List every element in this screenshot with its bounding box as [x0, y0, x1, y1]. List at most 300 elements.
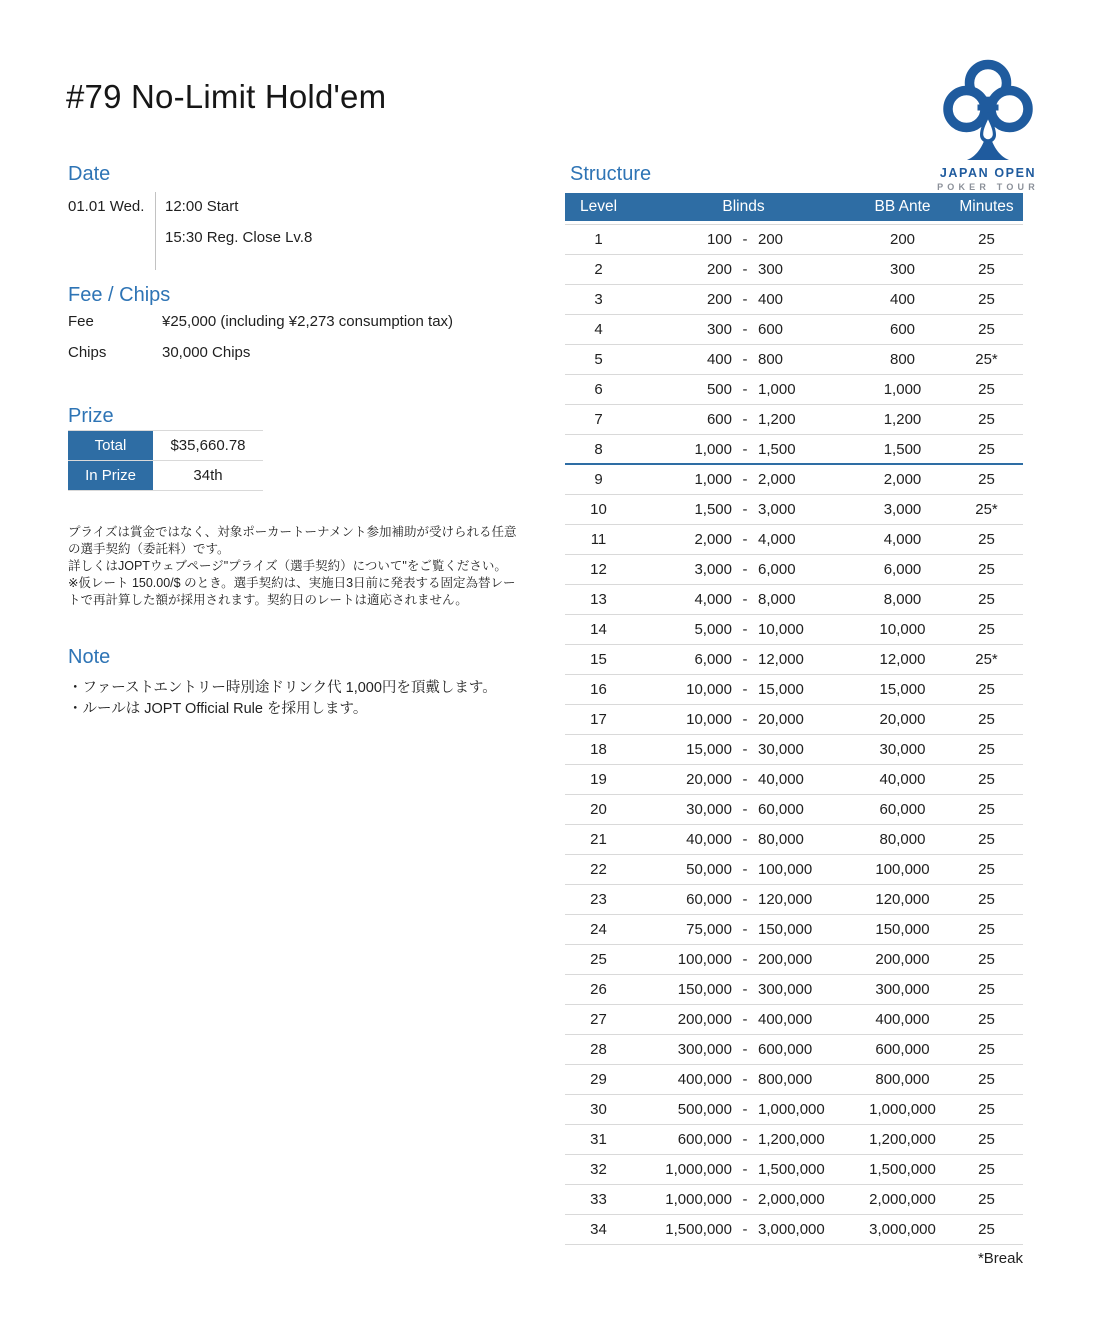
cell-minutes: 25*: [975, 651, 998, 668]
blinds-separator: -: [742, 411, 748, 428]
blinds-separator: -: [742, 741, 748, 758]
cell-small-blind: 400: [706, 351, 732, 368]
jopt-logo: [930, 58, 1046, 192]
structure-row: [565, 1215, 1023, 1245]
date-times: [156, 192, 312, 270]
blinds-separator: -: [742, 440, 748, 458]
cell-big-blind: 400: [758, 291, 784, 308]
cell-big-blind: 300: [758, 261, 784, 278]
cell-small-blind: 40,000: [686, 831, 732, 848]
structure-row: [565, 945, 1023, 975]
cell-minutes: 25: [978, 1221, 995, 1238]
blinds-separator: -: [742, 291, 748, 308]
prize-disclaimer-paragraph: ※仮レート 150.00/$ のとき。選手契約は、実施日3日前に発表する固定為替レートで再計算した額が採用されます。契約日のレートは適応されません。: [68, 576, 516, 607]
cell-bb-ante: 10,000: [879, 621, 926, 638]
structure-row: [565, 375, 1023, 405]
cell-minutes: 25: [978, 981, 995, 998]
cell-blinds: [632, 501, 855, 518]
cell-small-blind: 200: [706, 261, 732, 278]
cell-blinds: [632, 1101, 855, 1118]
cell-minutes: 25: [978, 891, 995, 908]
section-heading-date: Date: [68, 163, 111, 185]
cell-blinds: [632, 411, 855, 428]
structure-row: [565, 795, 1023, 825]
structure-row: [565, 825, 1023, 855]
cell-bb-ante: 3,000: [883, 501, 922, 518]
cell-level: 3: [594, 291, 603, 308]
cell-big-blind: 1,500: [758, 440, 796, 458]
fee-row: [68, 344, 453, 375]
cell-minutes: 25: [978, 741, 995, 758]
column-header-minutes: Minutes: [959, 198, 1014, 215]
blinds-separator: -: [742, 801, 748, 818]
cell-blinds: [632, 291, 855, 308]
blinds-separator: -: [742, 951, 748, 968]
cell-level: 28: [590, 1041, 607, 1058]
blinds-separator: -: [742, 501, 748, 518]
cell-big-blind: 200: [758, 231, 784, 248]
cell-minutes: 25: [978, 291, 995, 308]
cell-level: 2: [594, 261, 603, 278]
cell-blinds: [632, 981, 855, 998]
cell-big-blind: 3,000,000: [758, 1221, 825, 1238]
cell-bb-ante: 4,000: [883, 531, 922, 548]
structure-row: [565, 525, 1023, 555]
cell-minutes: 25: [978, 621, 995, 638]
cell-level: 6: [594, 381, 603, 398]
cell-bb-ante: 30,000: [879, 741, 926, 758]
cell-big-blind: 60,000: [758, 801, 804, 818]
cell-big-blind: 1,200,000: [758, 1131, 825, 1148]
structure-row: [565, 555, 1023, 585]
logo-subtitle: POKER TOUR: [937, 182, 1039, 192]
cell-level: 26: [590, 981, 607, 998]
cell-blinds: [632, 381, 855, 398]
structure-row: [565, 765, 1023, 795]
cell-big-blind: 4,000: [758, 531, 796, 548]
cell-blinds: [632, 1071, 855, 1088]
cell-level: 33: [590, 1191, 607, 1208]
cell-bb-ante: 8,000: [883, 591, 922, 608]
cell-bb-ante: 40,000: [879, 771, 926, 788]
cell-small-blind: 1,000: [694, 471, 732, 488]
blinds-separator: -: [742, 711, 748, 728]
cell-level: 29: [590, 1071, 607, 1088]
structure-rows: [565, 224, 1023, 1245]
cell-small-blind: 400,000: [677, 1071, 732, 1088]
structure-row: [565, 885, 1023, 915]
cell-small-blind: 600,000: [677, 1131, 732, 1148]
column-header-blinds: Blinds: [722, 198, 765, 215]
cell-bb-ante: 800,000: [875, 1071, 930, 1088]
cell-blinds: [632, 801, 855, 818]
fee-chips-block: [68, 313, 453, 375]
blinds-separator: -: [742, 351, 748, 368]
cell-small-blind: 600: [706, 411, 732, 428]
cell-big-blind: 1,000: [758, 381, 796, 398]
cell-small-blind: 100,000: [677, 951, 732, 968]
cell-minutes: 25: [978, 411, 995, 428]
cell-small-blind: 1,500,000: [665, 1221, 732, 1238]
note-line: ・ファーストエントリー時別途ドリンク代 1,000円を頂戴します。: [68, 680, 497, 696]
fee-label: Chips: [68, 344, 107, 361]
blinds-separator: -: [742, 1131, 748, 1148]
cell-small-blind: 200,000: [677, 1011, 732, 1028]
cell-bb-ante: 400: [889, 291, 916, 308]
cell-big-blind: 2,000: [758, 471, 796, 488]
cell-level: 13: [590, 591, 607, 608]
cell-bb-ante: 15,000: [879, 681, 926, 698]
cell-blinds: [632, 261, 855, 278]
cell-level: 10: [590, 501, 607, 518]
cell-minutes: 25: [978, 801, 995, 818]
blinds-separator: -: [742, 1011, 748, 1028]
cell-level: 25: [590, 951, 607, 968]
cell-level: 32: [590, 1161, 607, 1178]
structure-row: [565, 615, 1023, 645]
cell-big-blind: 10,000: [758, 621, 804, 638]
cell-big-blind: 40,000: [758, 771, 804, 788]
cell-minutes: 25: [978, 1041, 995, 1058]
cell-blinds: [632, 321, 855, 338]
cell-big-blind: 150,000: [758, 921, 813, 938]
cell-level: 15: [590, 651, 607, 668]
cell-bb-ante: 1,500,000: [869, 1161, 936, 1178]
cell-small-blind: 500,000: [677, 1101, 732, 1118]
cell-small-blind: 150,000: [677, 981, 732, 998]
prize-row: [68, 461, 263, 491]
cell-minutes: 25: [978, 711, 995, 728]
cell-blinds: [632, 1161, 855, 1178]
structure-row: [565, 225, 1023, 255]
note-line: ・ルールは JOPT Official Rule を採用します。: [68, 701, 368, 717]
cell-small-blind: 60,000: [686, 891, 732, 908]
cell-big-blind: 1,000,000: [758, 1101, 825, 1118]
cell-blinds: [632, 531, 855, 548]
cell-level: 19: [590, 771, 607, 788]
cell-blinds: [632, 891, 855, 908]
blinds-separator: -: [742, 1191, 748, 1208]
cell-small-blind: 3,000: [694, 561, 732, 578]
structure-table: [565, 193, 1023, 1245]
blinds-separator: -: [742, 771, 748, 788]
cell-bb-ante: 20,000: [879, 711, 926, 728]
cell-level: 14: [590, 621, 607, 638]
cell-bb-ante: 1,500: [883, 440, 922, 458]
cell-level: 16: [590, 681, 607, 698]
cell-big-blind: 1,200: [758, 411, 796, 428]
cell-big-blind: 3,000: [758, 501, 796, 518]
cell-big-blind: 1,500,000: [758, 1161, 825, 1178]
cell-minutes: 25: [978, 591, 995, 608]
cell-big-blind: 600,000: [758, 1041, 813, 1058]
structure-row: [565, 705, 1023, 735]
fee-value: 30,000 Chips: [162, 344, 251, 361]
cell-small-blind: 2,000: [694, 531, 732, 548]
blinds-separator: -: [742, 861, 748, 878]
cell-minutes: 25: [978, 1071, 995, 1088]
cell-small-blind: 100: [706, 231, 732, 248]
cell-small-blind: 1,000,000: [665, 1191, 732, 1208]
cell-bb-ante: 150,000: [875, 921, 930, 938]
structure-row: [565, 1005, 1023, 1035]
cell-blinds: [632, 441, 855, 458]
cell-blinds: [632, 741, 855, 758]
blinds-separator: -: [742, 981, 748, 998]
cell-minutes: 25: [978, 1011, 995, 1028]
prize-row-value: $35,660.78: [170, 437, 246, 454]
cell-big-blind: 6,000: [758, 561, 796, 578]
cell-bb-ante: 100,000: [875, 861, 930, 878]
cell-minutes: 25: [978, 381, 995, 398]
blinds-separator: -: [742, 321, 748, 338]
cell-level: 1: [594, 231, 603, 248]
structure-header: [565, 193, 1023, 221]
cell-big-blind: 12,000: [758, 651, 804, 668]
prize-disclaimer-paragraph: 詳しくはJOPTウェブページ"プライズ（選手契約）について"をご覧ください。: [68, 559, 507, 573]
note-block: [68, 676, 497, 718]
blinds-separator: -: [742, 561, 748, 578]
cell-bb-ante: 1,200: [883, 411, 922, 428]
cell-small-blind: 5,000: [694, 621, 732, 638]
cell-minutes: 25: [978, 1101, 995, 1118]
cell-small-blind: 50,000: [686, 861, 732, 878]
cell-small-blind: 300: [706, 321, 732, 338]
cell-small-blind: 75,000: [686, 921, 732, 938]
cell-big-blind: 600: [758, 321, 784, 338]
cell-blinds: [632, 681, 855, 698]
cell-big-blind: 400,000: [758, 1011, 813, 1028]
prize-row-value: 34th: [193, 467, 223, 484]
cell-small-blind: 1,500: [694, 501, 732, 518]
structure-row: [565, 405, 1023, 435]
cell-big-blind: 80,000: [758, 831, 804, 848]
cell-small-blind: 4,000: [694, 591, 732, 608]
cell-blinds: [632, 831, 855, 848]
column-header-bb-ante: BB Ante: [874, 198, 931, 215]
cell-small-blind: 6,000: [694, 651, 732, 668]
cell-level: 12: [590, 561, 607, 578]
structure-row: [565, 1125, 1023, 1155]
cell-blinds: [632, 231, 855, 248]
cell-bb-ante: 120,000: [875, 891, 930, 908]
structure-row: [565, 435, 1023, 465]
blinds-separator: -: [742, 531, 748, 548]
blinds-separator: -: [742, 471, 748, 488]
cell-level: 24: [590, 921, 607, 938]
date-time: 15:30 Reg. Close Lv.8: [165, 229, 313, 246]
cell-big-blind: 800,000: [758, 1071, 813, 1088]
cell-bb-ante: 200,000: [875, 951, 930, 968]
prize-row-label: In Prize: [68, 461, 153, 490]
cell-small-blind: 30,000: [686, 801, 732, 818]
cell-bb-ante: 300: [889, 261, 916, 278]
structure-row: [565, 1185, 1023, 1215]
cell-big-blind: 30,000: [758, 741, 804, 758]
blinds-separator: -: [742, 921, 748, 938]
structure-row: [565, 975, 1023, 1005]
cell-level: 22: [590, 861, 607, 878]
cell-minutes: 25: [978, 1131, 995, 1148]
cell-minutes: 25: [978, 321, 995, 338]
blinds-separator: -: [742, 681, 748, 698]
fee-row: [68, 313, 453, 344]
date-time: 12:00 Start: [165, 198, 239, 215]
cell-small-blind: 300,000: [677, 1041, 732, 1058]
structure-row: [565, 315, 1023, 345]
cell-big-blind: 120,000: [758, 891, 813, 908]
cell-bb-ante: 400,000: [875, 1011, 930, 1028]
cell-big-blind: 15,000: [758, 681, 804, 698]
cell-small-blind: 1,000: [694, 440, 732, 458]
fee-value: ¥25,000 (including ¥2,273 consumption tax): [162, 313, 454, 330]
date-day: 01.01 Wed.: [68, 198, 145, 215]
cell-big-blind: 800: [758, 351, 784, 368]
section-heading-structure: Structure: [570, 163, 652, 185]
structure-row: [565, 1065, 1023, 1095]
cell-bb-ante: 6,000: [883, 561, 922, 578]
section-heading-note: Note: [68, 646, 111, 668]
blinds-separator: -: [742, 1071, 748, 1088]
cell-minutes: 25: [978, 471, 995, 488]
cell-level: 11: [590, 531, 607, 548]
cell-blinds: [632, 651, 855, 668]
cell-level: 31: [590, 1131, 607, 1148]
structure-row: [565, 465, 1023, 495]
cell-small-blind: 20,000: [686, 771, 732, 788]
cell-small-blind: 200: [706, 291, 732, 308]
blinds-separator: -: [742, 1101, 748, 1118]
cell-blinds: [632, 1221, 855, 1238]
blinds-separator: -: [742, 381, 748, 398]
cell-small-blind: 10,000: [686, 681, 732, 698]
structure-row: [565, 915, 1023, 945]
structure-row: [565, 1155, 1023, 1185]
cell-minutes: 25: [978, 921, 995, 938]
prize-disclaimer: [68, 524, 525, 609]
cell-minutes: 25*: [975, 351, 998, 368]
cell-big-blind: 300,000: [758, 981, 813, 998]
structure-row: [565, 285, 1023, 315]
cell-bb-ante: 80,000: [879, 831, 926, 848]
cell-small-blind: 1,000,000: [665, 1161, 732, 1178]
cell-bb-ante: 800: [889, 351, 916, 368]
prize-table: [68, 430, 263, 491]
cell-bb-ante: 3,000,000: [869, 1221, 936, 1238]
cell-blinds: [632, 951, 855, 968]
cell-bb-ante: 1,000,000: [869, 1101, 936, 1118]
blinds-separator: -: [742, 831, 748, 848]
cell-bb-ante: 1,000: [883, 381, 922, 398]
cell-blinds: [632, 711, 855, 728]
blinds-separator: -: [742, 231, 748, 248]
break-note: *Break: [977, 1250, 1023, 1267]
cell-level: 17: [590, 711, 607, 728]
cell-blinds: [632, 1191, 855, 1208]
cell-level: 7: [594, 411, 603, 428]
cell-bb-ante: 12,000: [879, 651, 926, 668]
cell-minutes: 25*: [975, 501, 998, 518]
cell-blinds: [632, 471, 855, 488]
structure-row: [565, 645, 1023, 675]
structure-row: [565, 1035, 1023, 1065]
cell-minutes: 25: [978, 531, 995, 548]
cell-minutes: 25: [978, 771, 995, 788]
cell-blinds: [632, 351, 855, 368]
cell-blinds: [632, 561, 855, 578]
logo-title: JAPAN OPEN: [939, 166, 1037, 180]
cell-level: 18: [590, 741, 607, 758]
cell-blinds: [632, 771, 855, 788]
blinds-separator: -: [742, 261, 748, 278]
cell-minutes: 25: [978, 861, 995, 878]
cell-level: 27: [590, 1011, 607, 1028]
structure-row: [565, 855, 1023, 885]
blinds-separator: -: [742, 1041, 748, 1058]
cell-level: 9: [594, 471, 603, 488]
cell-minutes: 25: [978, 831, 995, 848]
cell-small-blind: 15,000: [686, 741, 732, 758]
cell-blinds: [632, 1041, 855, 1058]
cell-level: 20: [590, 801, 607, 818]
cell-minutes: 25: [978, 231, 995, 248]
cell-minutes: 25: [978, 440, 995, 458]
cell-minutes: 25: [978, 951, 995, 968]
cell-blinds: [632, 591, 855, 608]
structure-row: [565, 585, 1023, 615]
cell-blinds: [632, 1011, 855, 1028]
cell-big-blind: 200,000: [758, 951, 813, 968]
cell-bb-ante: 1,200,000: [869, 1131, 936, 1148]
cell-level: 23: [590, 891, 607, 908]
page-title: #79 No-Limit Hold'em: [66, 78, 387, 115]
cell-bb-ante: 200: [889, 231, 916, 248]
cell-blinds: [632, 861, 855, 878]
section-heading-fee-chips: Fee / Chips: [68, 284, 171, 306]
cell-bb-ante: 600: [889, 321, 916, 338]
cell-level: 8: [594, 440, 603, 458]
cell-bb-ante: 600,000: [875, 1041, 930, 1058]
blinds-separator: -: [742, 651, 748, 668]
cell-bb-ante: 2,000,000: [869, 1191, 936, 1208]
cell-blinds: [632, 921, 855, 938]
club-icon: [938, 58, 1038, 164]
cell-minutes: 25: [978, 561, 995, 578]
cell-bb-ante: 2,000: [883, 471, 922, 488]
cell-small-blind: 500: [706, 381, 732, 398]
cell-minutes: 25: [978, 681, 995, 698]
blinds-separator: -: [742, 621, 748, 638]
column-header-level: Level: [579, 198, 618, 215]
cell-big-blind: 100,000: [758, 861, 813, 878]
structure-row: [565, 345, 1023, 375]
cell-big-blind: 8,000: [758, 591, 796, 608]
cell-level: 30: [590, 1101, 607, 1118]
blinds-separator: -: [742, 1221, 748, 1238]
blinds-separator: -: [742, 891, 748, 908]
cell-bb-ante: 60,000: [879, 801, 926, 818]
cell-big-blind: 20,000: [758, 711, 804, 728]
cell-big-blind: 2,000,000: [758, 1191, 825, 1208]
cell-minutes: 25: [978, 1161, 995, 1178]
cell-blinds: [632, 1131, 855, 1148]
prize-row: [68, 431, 263, 461]
cell-bb-ante: 300,000: [875, 981, 930, 998]
cell-level: 5: [594, 351, 603, 368]
structure-row: [565, 675, 1023, 705]
structure-row: [565, 1095, 1023, 1125]
structure-row: [565, 255, 1023, 285]
